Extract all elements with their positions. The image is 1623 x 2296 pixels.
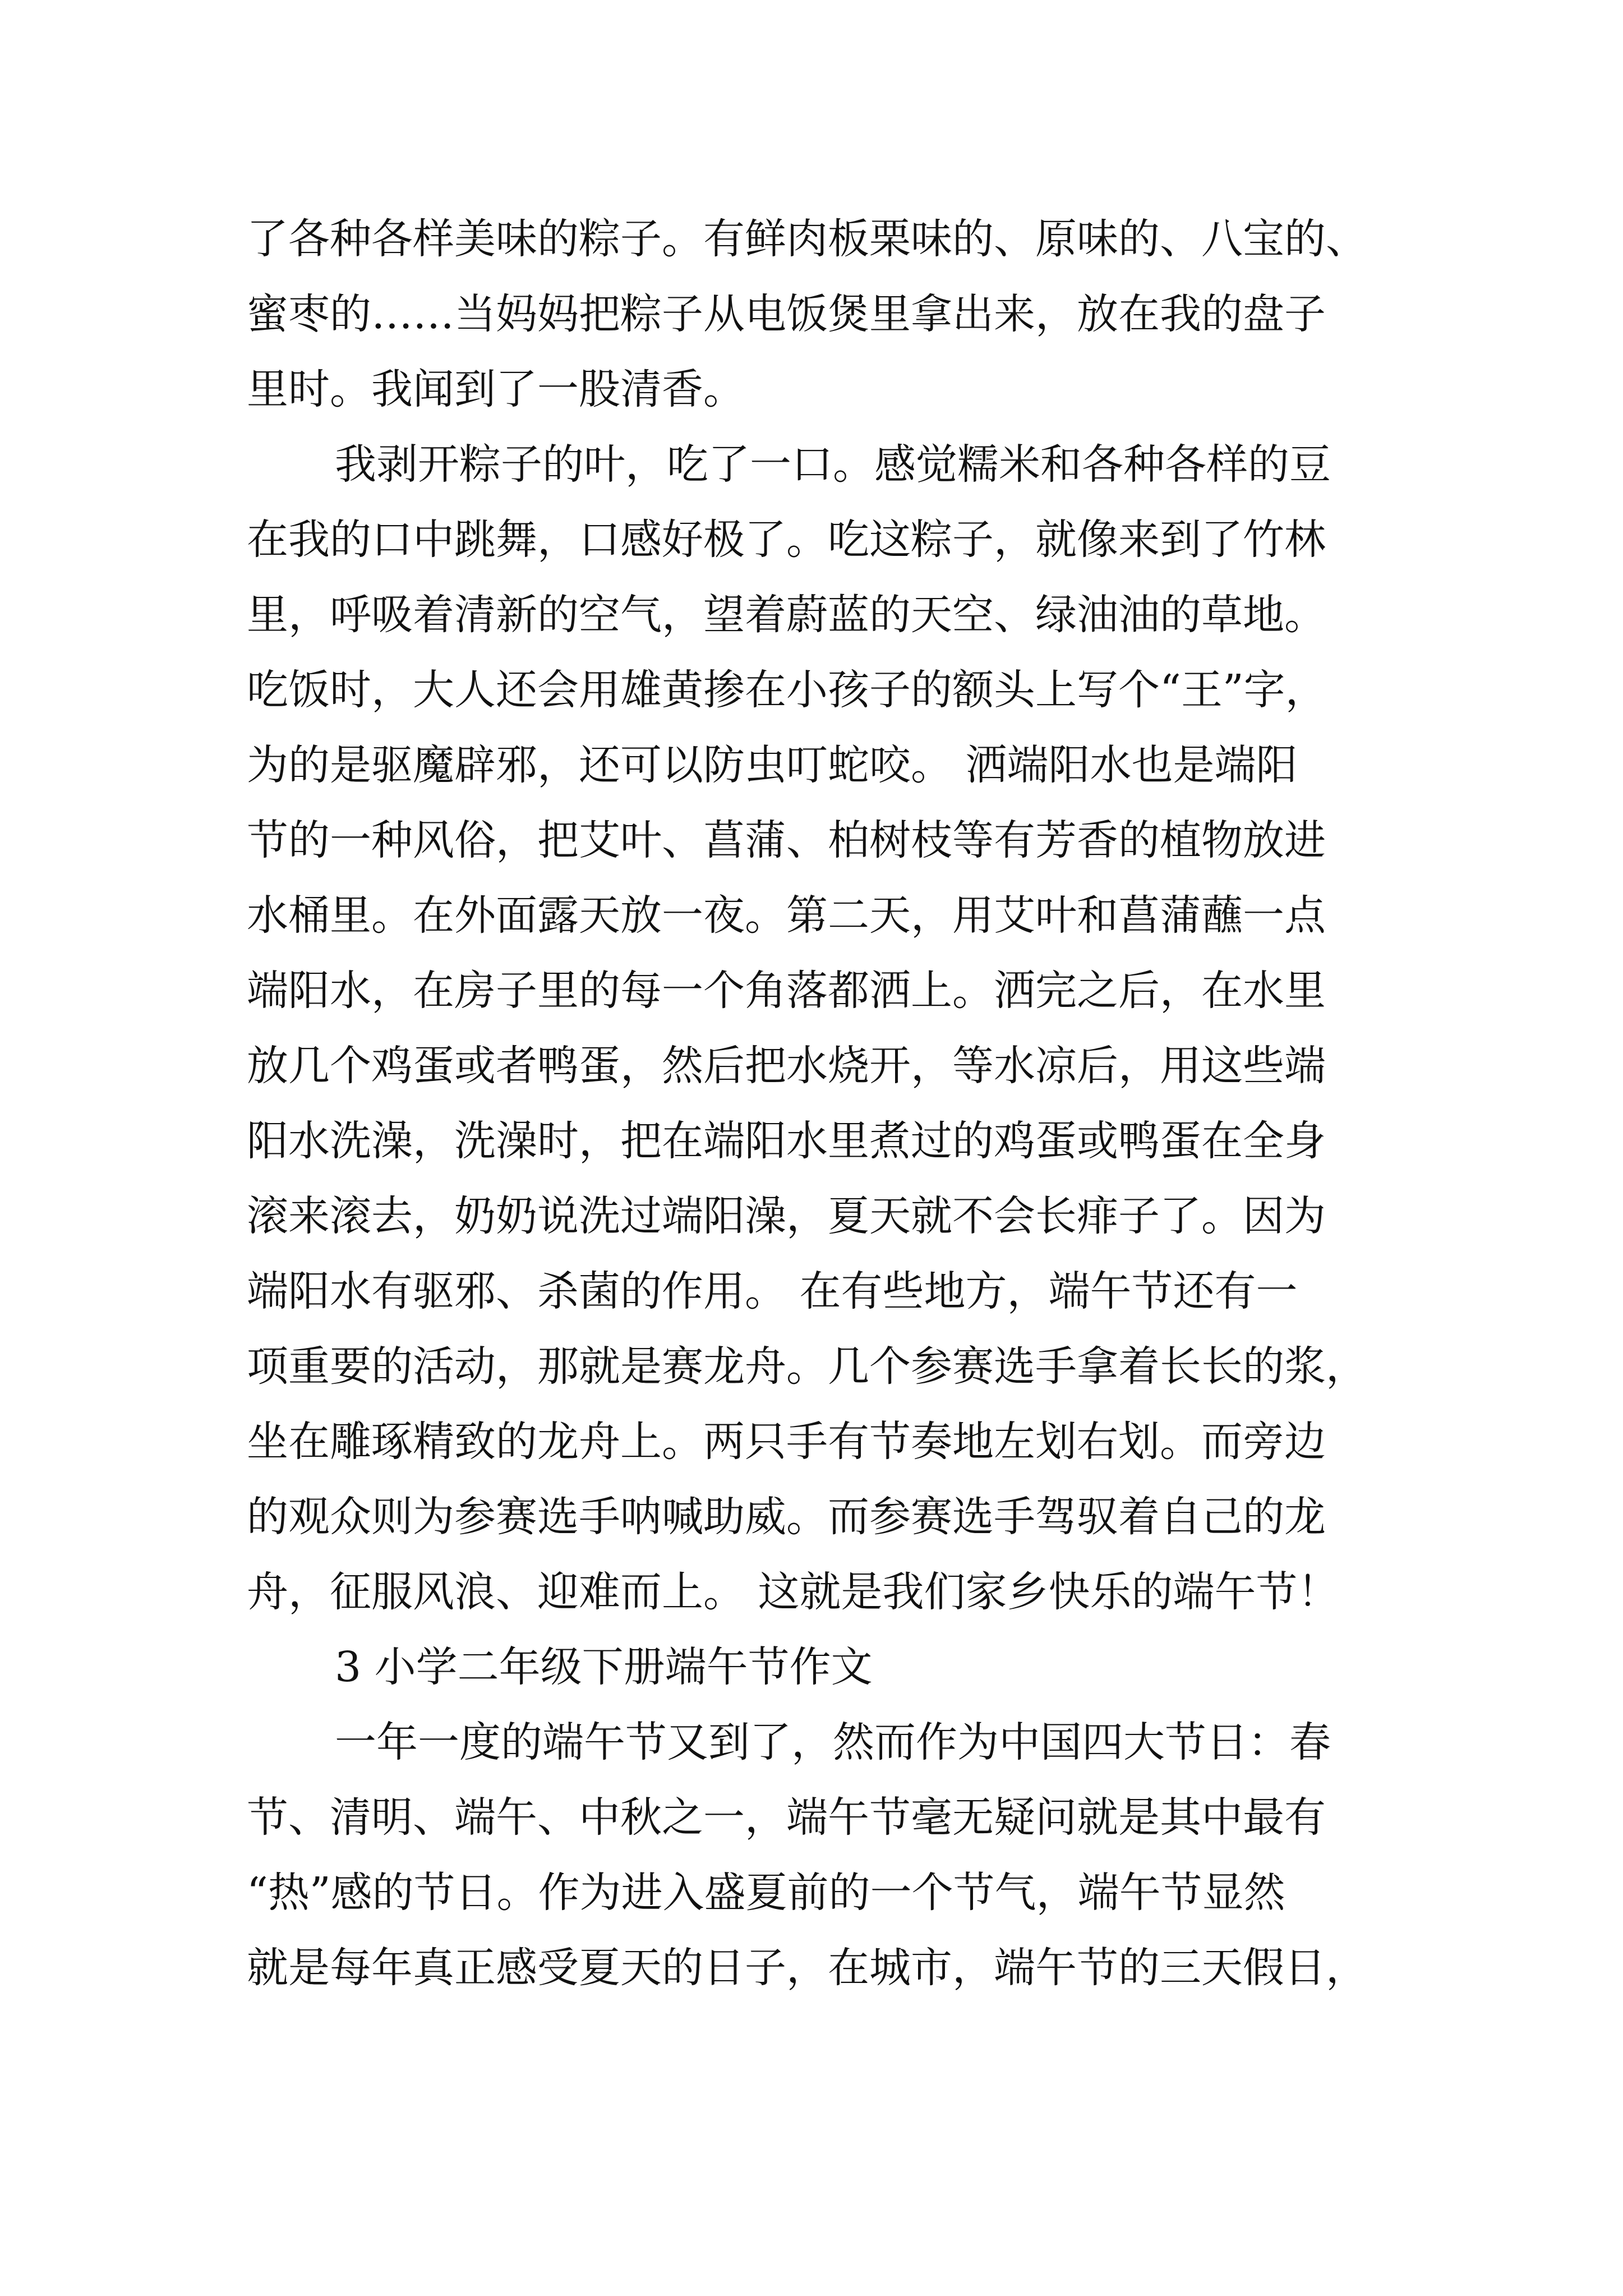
paragraph-2-line-6: 节的一种风俗，把艾叶、菖蒲、柏树枝等有芳香的植物放进: [247, 816, 1326, 864]
paragraph-2-line-13: 项重要的活动，那就是赛龙舟。几个参赛选手拿着长长的浆，: [247, 1342, 1367, 1391]
paragraph-1-line-2: 蜜枣的……当妈妈把粽子从电饭煲里拿出来，放在我的盘子: [247, 290, 1326, 338]
paragraph-2-line-9: 放几个鸡蛋或者鸭蛋，然后把水烧开，等水凉后，用这些端: [247, 1042, 1326, 1090]
paragraph-2-line-5: 为的是驱魔辟邪，还可以防虫叮蛇咬。 洒端阳水也是端阳: [247, 741, 1298, 789]
section-heading: 3 小学二年级下册端午节作文: [335, 1643, 873, 1691]
paragraph-3-line-3: “热”感的节日。作为进入盛夏前的一个节气，端午节显然: [247, 1869, 1285, 1917]
paragraph-2-line-15: 的观众则为参赛选手呐喊助威。而参赛选手驾驭着自己的龙: [247, 1493, 1326, 1541]
paragraph-2-line-1: 我剥开粽子的叶，吃了一口。感觉糯米和各种各样的豆: [335, 440, 1331, 489]
paragraph-2-line-16: 舟，征服风浪、迎难而上。 这就是我们家乡快乐的端午节！: [247, 1568, 1339, 1616]
paragraph-2-line-7: 水桶里。在外面露天放一夜。第二天，用艾叶和菖蒲蘸一点: [247, 891, 1326, 940]
paragraph-3-line-1: 一年一度的端午节又到了，然而作为中国四大节日：春: [335, 1718, 1331, 1766]
paragraph-3-line-4: 就是每年真正感受夏天的日子，在城市，端午节的三天假日，: [247, 1944, 1367, 1992]
paragraph-2-line-10: 阳水洗澡，洗澡时，把在端阳水里煮过的鸡蛋或鸭蛋在全身: [247, 1117, 1326, 1165]
paragraph-1-line-3: 里时。我闻到了一股清香。: [247, 365, 745, 413]
paragraph-2-line-14: 坐在雕琢精致的龙舟上。两只手有节奏地左划右划。而旁边: [247, 1418, 1326, 1466]
paragraph-1-line-1: 了各种各样美味的粽子。有鲜肉板栗味的、原味的、八宝的、: [247, 215, 1367, 263]
paragraph-2-line-3: 里，呼吸着清新的空气，望着蔚蓝的天空、绿油油的草地。: [247, 591, 1326, 639]
paragraph-2-line-8: 端阳水，在房子里的每一个角落都洒上。洒完之后，在水里: [247, 967, 1326, 1015]
paragraph-2-line-11: 滚来滚去，奶奶说洗过端阳澡，夏天就不会长痱子了。因为: [247, 1192, 1326, 1240]
paragraph-2-line-12: 端阳水有驱邪、杀菌的作用。 在有些地方，端午节还有一: [247, 1267, 1298, 1315]
paragraph-2-line-2: 在我的口中跳舞，口感好极了。吃这粽子，就像来到了竹林: [247, 516, 1326, 564]
paragraph-3-line-2: 节、清明、端午、中秋之一，端午节毫无疑问就是其中最有: [247, 1793, 1326, 1842]
paragraph-2-line-4: 吃饭时，大人还会用雄黄掺在小孩子的额头上写个“王”字，: [247, 666, 1327, 714]
